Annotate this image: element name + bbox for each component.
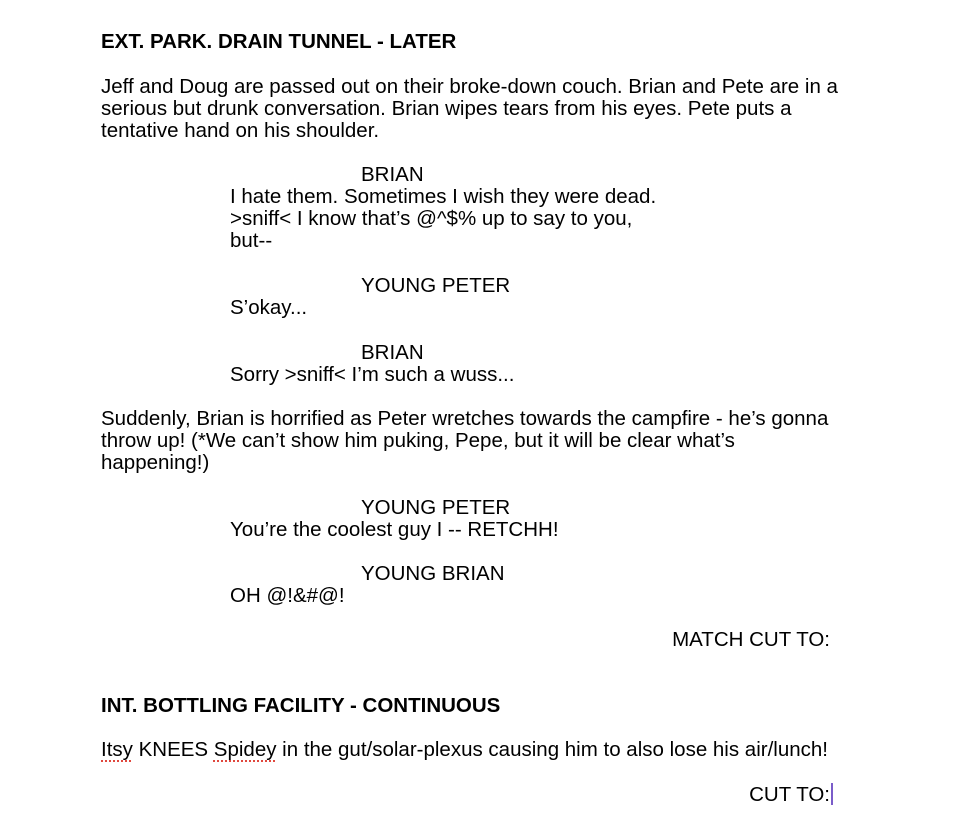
transition-text: CUT TO: [749, 783, 830, 806]
dialogue-line: You’re the coolest guy I -- RETCHH! [230, 518, 559, 541]
action-line: tentative hand on his shoulder. [101, 119, 380, 142]
action-line: Suddenly, Brian is horrified as Peter wretches towards the campfire - he’s gonna [101, 407, 829, 430]
action-line [101, 739, 828, 761]
character-name: YOUNG BRIAN [361, 562, 505, 585]
action-line: throw up! (*We can’t show him puking, Pepe, but it will be clear what’s [101, 429, 735, 452]
scene-heading-2: INT. BOTTLING FACILITY - CONTINUOUS [101, 694, 501, 717]
dialogue-line: S’okay... [230, 296, 308, 319]
character-name: YOUNG PETER [361, 274, 511, 297]
dialogue-line: I hate them. Sometimes I wish they were dead. [230, 185, 657, 208]
transition [749, 783, 833, 806]
dialogue-line: Sorry >sniff< I’m such a wuss... [230, 363, 515, 386]
character-name: BRIAN [361, 341, 424, 364]
character-name: BRIAN [361, 163, 424, 186]
dialogue-line: >sniff< I know that’s @^$% up to say to you, [230, 207, 633, 230]
action-line: happening!) [101, 451, 210, 474]
action-text: KNEES [132, 738, 214, 761]
action-text: in the gut/solar-plexus causing him to also lose his air/lunch! [276, 738, 828, 761]
misspelled-word[interactable]: Itsy [101, 738, 133, 761]
scene-heading-1: EXT. PARK. DRAIN TUNNEL - LATER [101, 30, 457, 53]
action-line: Jeff and Doug are passed out on their broke-down couch. Brian and Pete are in a [101, 75, 838, 98]
character-name: YOUNG PETER [361, 496, 511, 519]
dialogue-line: OH @!&#@! [230, 584, 345, 607]
action-line: serious but drunk conversation. Brian wipes tears from his eyes. Pete puts a [101, 97, 792, 120]
transition: MATCH CUT TO: [672, 628, 830, 651]
text-cursor [831, 783, 833, 805]
dialogue-line: but-- [230, 229, 273, 252]
misspelled-word[interactable]: Spidey [213, 738, 277, 761]
